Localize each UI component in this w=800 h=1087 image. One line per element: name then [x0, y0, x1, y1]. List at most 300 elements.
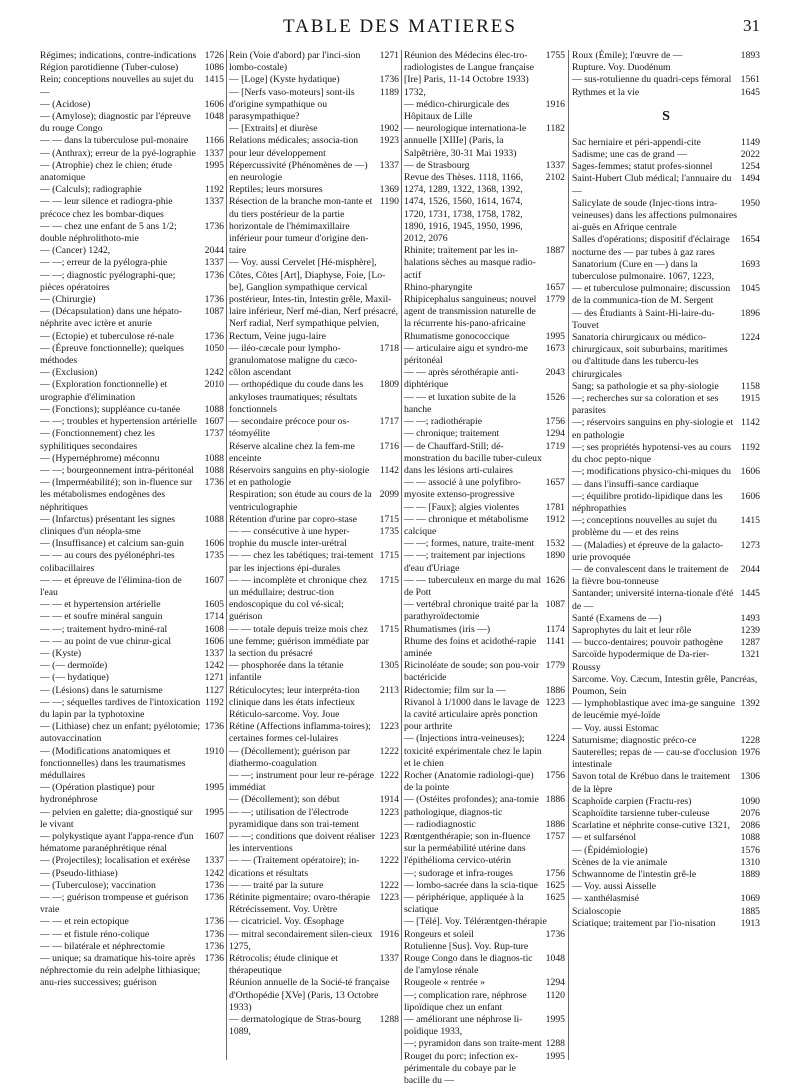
- index-entry: [404, 819, 565, 831]
- entry-page-number: 2076: [740, 807, 760, 819]
- page-title: TABLE DES MATIERES: [283, 16, 517, 37]
- index-entry: [229, 465, 399, 489]
- entry-text: — — dans la tuberculose pul-monaire: [40, 135, 189, 147]
- index-entry: [404, 916, 565, 928]
- entry-page-number: 1885: [740, 905, 760, 917]
- index-entry: [229, 514, 399, 526]
- entry-text: — (Atrophie) chez le chien; étude anatomique: [40, 159, 173, 184]
- entry-text: — lymphoblastique avec ima-ge sanguine de leucémie myé-loïde: [572, 698, 736, 722]
- entry-text: Rouget du porc; infection ex-périmentale du cobaye par le bacille du —: [404, 1050, 519, 1087]
- entry-page-number: 1886: [545, 818, 565, 830]
- entry-text: Sanatoria chirurgicaux ou médico-chirurgicaux, soit suburbains, maritimes ou d'altitude dans les tubercu-les chirurgicales: [572, 332, 728, 380]
- entry-page-number: 1995: [204, 159, 224, 171]
- entry-page-number: 1626: [545, 574, 565, 586]
- index-entry: [572, 417, 760, 441]
- index-entry: [404, 1014, 565, 1038]
- entry-page-number: 1779: [545, 660, 565, 672]
- entry-text: — Voy. aussi Cervelet [Hé-misphère], Côtes, Côtes [Art], Diaphyse, Foie, [Lo-be], Ganglion sympathique cervical postérieur, Intes-tin, Intestin grêle, Maxil-laire inférieur, Nerf mé-dian, Nerf présacré, Nerf radial, Nerf sympathique pelvien, Rectum, Veine jugu-laire: [229, 257, 399, 342]
- index-entry: [229, 489, 399, 513]
- entry-text: — —; utilisation de l'électrode pyramidique dans son trai-tement: [229, 806, 359, 830]
- entry-text: Salles d'opérations; dispositif d'éclairage nocturne des — par tubes à gaz rares: [572, 234, 730, 258]
- entry-page-number: 1913: [740, 917, 760, 929]
- entry-page-number: 2113: [379, 684, 399, 696]
- entry-page-number: 1912: [545, 513, 565, 525]
- index-entry: [40, 196, 224, 220]
- entry-page-number: 1893: [740, 50, 760, 61]
- index-entry: [40, 807, 224, 831]
- index-entry: [572, 332, 760, 381]
- entry-page-number: 1223: [379, 806, 399, 818]
- index-entry: [229, 575, 399, 624]
- index-entry: [229, 184, 399, 196]
- entry-page-number: 1735: [379, 525, 399, 537]
- entry-page-number: 1088: [204, 452, 224, 464]
- entry-text: Sang; sa pathologie et sa phy-siologie: [572, 380, 719, 392]
- entry-text: Rhumatisme gonococcique: [404, 330, 510, 342]
- index-entry: [40, 62, 224, 74]
- entry-page-number: 1718: [379, 342, 399, 354]
- entry-page-number: 2086: [740, 820, 760, 832]
- entry-text: — —; erreur de la pyélogra-phie: [40, 257, 168, 269]
- index-entry: [404, 941, 565, 953]
- entry-page-number: 1242: [204, 660, 224, 672]
- entry-page-number: 1223: [379, 831, 399, 842]
- entry-page-number: 1715: [379, 513, 399, 525]
- entry-text: Réticulocytes; leur interpréta-tion clinique dans les états infectieux: [229, 684, 360, 708]
- entry-text: Rein; conceptions nouvelles au sujet du —: [40, 74, 194, 98]
- entry-page-number: 1715: [379, 550, 399, 562]
- entry-text: Rétine (Affections inflamma-toires); certaines formes cel-lulaires: [229, 721, 371, 745]
- index-entry: [229, 977, 399, 1014]
- index-entry: [404, 538, 565, 550]
- entry-text: — —; traitement hydro-miné-ral: [40, 623, 168, 635]
- entry-page-number: 1781: [545, 501, 565, 513]
- index-entry: [40, 306, 224, 330]
- entry-text: Scialoscopie: [572, 905, 621, 917]
- index-entry: [40, 416, 224, 428]
- index-entry: [404, 294, 565, 331]
- entry-page-number: 1995: [204, 782, 224, 794]
- entry-text: Répercussivité (Phénomènes de —) en neurologie: [229, 159, 368, 184]
- entry-page-number: 1239: [740, 624, 760, 636]
- entry-page-number: 1607: [204, 831, 224, 842]
- index-entry: [40, 50, 224, 62]
- index-entry: [229, 855, 399, 879]
- entry-text: —; ses propriétés hypotensi-ves au cours du choc pepto-nique: [572, 441, 732, 466]
- entry-text: — (Insuffisance) et calcium san-guin: [40, 538, 185, 550]
- entry-text: — (Exploration fonctionnelle) et urographie d'élimination: [40, 379, 168, 403]
- index-entry: [229, 904, 399, 916]
- entry-page-number: 1048: [204, 111, 224, 123]
- index-entry: [572, 74, 760, 86]
- entry-text: — dermatologique de Stras-bourg 1089,: [229, 1014, 361, 1038]
- entry-page-number: 1561: [740, 74, 760, 86]
- entry-text: — (Acidose): [40, 98, 91, 110]
- entry-text: — (— dermoïde): [40, 660, 108, 672]
- entry-page-number: 1166: [204, 135, 224, 147]
- entry-text: — (Kyste): [40, 647, 82, 659]
- entry-text: —; conceptions nouvelles au sujet du problème du — et des reins: [572, 515, 718, 539]
- entry-page-number: 1192: [740, 441, 760, 453]
- entry-text: Revue des Thèses. 1118, 1166, 1274, 1289, 1322, 1368, 1392, 1474, 1526, 1560, 1614, 1674, 1720, 1731, 1738, 1758, 1782, 1890, 1916, 1945, 1950, 1996, 2012, 2076: [404, 172, 524, 245]
- entry-text: — (— hydatique): [40, 672, 109, 684]
- entry-text: — [Nerfs vaso-moteurs] sont-ils d'origine sympathique ou parasympathique?: [229, 86, 355, 123]
- entry-page-number: 1736: [204, 269, 224, 281]
- index-entry: [40, 782, 224, 806]
- entry-page-number: 1995: [545, 1050, 565, 1062]
- entry-page-number: 1321: [740, 649, 760, 661]
- entry-page-number: 1606: [204, 538, 224, 550]
- entry-text: Scarlatine et néphrite conse-cutive 1321,: [572, 820, 730, 832]
- column-divider: [568, 50, 569, 1060]
- index-entry: [572, 491, 760, 515]
- entry-page-number: 1915: [740, 393, 760, 405]
- index-entry: [229, 135, 399, 159]
- entry-text: — (Amylose); diagnostic par l'épreuve du rouge Congo: [40, 111, 191, 135]
- index-entry: [572, 918, 760, 930]
- index-entry: [572, 564, 760, 588]
- entry-page-number: 2099: [379, 489, 399, 501]
- entry-text: Réservoirs sanguins en phy-siologie et en pathologie: [229, 464, 370, 489]
- entry-page-number: 1069: [740, 893, 760, 905]
- entry-page-number: 1087: [545, 599, 565, 611]
- index-entry: [229, 343, 399, 380]
- entry-page-number: 1736: [204, 294, 224, 306]
- entry-page-number: 1755: [545, 50, 565, 61]
- entry-text: Santé (Examens de —): [572, 612, 662, 624]
- index-entry: [572, 881, 760, 893]
- index-entry: [404, 502, 565, 514]
- index-entry: [40, 99, 224, 111]
- entry-text: Rétinite pigmentaire; ovaro-thérapie: [229, 892, 370, 904]
- entry-text: Scènes de la vie animale: [572, 856, 668, 868]
- entry-text: Rhumatismes (iris —): [404, 623, 491, 635]
- entry-page-number: 1088: [204, 403, 224, 415]
- entry-page-number: 1142: [379, 464, 399, 476]
- entry-page-number: 1337: [204, 196, 224, 208]
- entry-page-number: 1271: [204, 672, 224, 684]
- entry-text: — — totale depuis treize mois chez une femme; guérison immédiate par la section du présacré: [229, 623, 369, 659]
- entry-text: — —; radiothérapie: [404, 416, 483, 428]
- index-entry: [572, 698, 760, 722]
- entry-page-number: 1149: [740, 136, 760, 148]
- entry-text: — —; diagnostic pyélographi-que; pièces opératoires: [40, 269, 176, 293]
- entry-text: Rongeurs et soleil: [404, 928, 474, 940]
- index-entry: [229, 880, 399, 892]
- index-entry: [40, 855, 224, 867]
- entry-page-number: 1392: [740, 698, 760, 710]
- entry-page-number: 1050: [204, 342, 224, 354]
- entry-page-number: 1890: [545, 550, 565, 562]
- index-entry: [229, 953, 399, 977]
- entry-page-number: 1950: [740, 197, 760, 209]
- entry-text: — radiodiagnostic: [404, 818, 476, 830]
- entry-page-number: 1310: [740, 856, 760, 868]
- entry-page-number: 1809: [379, 379, 399, 391]
- index-entry: [229, 196, 399, 257]
- index-entry: [404, 929, 565, 941]
- index-entry: [40, 538, 224, 550]
- index-entry: [229, 550, 399, 574]
- entry-page-number: 1736: [545, 928, 565, 940]
- entry-page-number: 1756: [545, 416, 565, 428]
- entry-text: Relations médicales; associa-tion pour leur développement: [229, 135, 359, 159]
- entry-text: — —; formes, nature, traite-ment: [404, 538, 535, 550]
- entry-page-number: 1088: [740, 832, 760, 844]
- entry-text: — secondaire précoce pour os-téomyélite: [229, 416, 350, 440]
- entry-text: — (Hypernéphrome) méconnu: [40, 452, 160, 464]
- entry-text: Rétention d'urine par copro-stase: [229, 513, 357, 525]
- index-column-1: [40, 50, 224, 1070]
- entry-page-number: 1532: [545, 538, 565, 550]
- entry-text: Savon total de Krébuo dans le traitement de la lèpre: [572, 771, 731, 795]
- entry-page-number: 1714: [204, 611, 224, 623]
- entry-page-number: 1294: [545, 428, 565, 440]
- entry-text: — — et rein ectopique: [40, 916, 129, 928]
- index-entry: [40, 221, 224, 245]
- entry-text: — cicatriciel. Voy. Œsophage: [229, 916, 344, 928]
- entry-text: — xanthélasmisé: [572, 893, 639, 905]
- entry-page-number: 1306: [740, 771, 760, 783]
- entry-page-number: 1693: [740, 258, 760, 270]
- entry-page-number: 1719: [545, 440, 565, 452]
- entry-page-number: 1737: [204, 428, 224, 440]
- entry-page-number: 1606: [740, 490, 760, 502]
- entry-text: — — chez une enfant de 5 ans 1/2; double néphrolithoto-mie: [40, 220, 177, 245]
- entry-page-number: 1886: [545, 794, 565, 806]
- entry-page-number: 1337: [204, 147, 224, 159]
- index-entry: [404, 477, 565, 501]
- entry-text: — bucco-dentaires; pouvoir pathogène: [572, 637, 723, 649]
- index-entry: [572, 674, 760, 698]
- index-entry: [404, 794, 565, 818]
- index-entry: [229, 709, 399, 721]
- entry-page-number: 1886: [545, 684, 565, 696]
- entry-page-number: 1224: [545, 733, 565, 745]
- entry-text: — (Anthrax); erreur de la pyé-lographie: [40, 147, 196, 159]
- index-entry: [40, 514, 224, 538]
- entry-text: Sanatorium (Cure en —) dans la tuberculose pulmonaire. 1067, 1223,: [572, 258, 715, 283]
- index-entry: [40, 367, 224, 379]
- entry-text: Sages-femmes; statut profes-sionnel: [572, 161, 713, 173]
- entry-text: — (Projectiles); localisation et exérèse: [40, 855, 191, 867]
- index-column-3: [404, 50, 565, 1087]
- entry-text: —; sudorage et infra-rouges: [404, 867, 513, 879]
- entry-page-number: 1337: [204, 855, 224, 867]
- entry-page-number: 1189: [379, 86, 399, 98]
- entry-text: Sarcome. Voy. Cæcum, Intestin grêle, Pancréas, Poumon, Sein: [572, 673, 758, 697]
- entry-text: —; recherches sur sa coloration et ses parasites: [572, 393, 719, 417]
- entry-text: —; équilibre protido-lipidique dans les néphropathies: [572, 490, 723, 514]
- entry-text: Scaphoïde carpien (Fractu-res): [572, 795, 692, 807]
- entry-page-number: 1673: [545, 342, 565, 354]
- entry-text: — — et soufre minéral sanguin: [40, 611, 163, 623]
- entry-page-number: 1288: [545, 1038, 565, 1050]
- entry-text: — — après sérothérapie anti-diphtérique: [404, 367, 519, 391]
- index-entry: [40, 257, 224, 269]
- index-entry: [404, 599, 565, 623]
- page-header: [40, 16, 760, 44]
- entry-page-number: 1717: [379, 416, 399, 428]
- entry-text: — —; bourgeonnement intra-péritonéal: [40, 464, 194, 476]
- entry-text: — (Lithiase) chez un enfant; pyélotomie; autovaccination: [40, 721, 201, 745]
- index-entry: [404, 123, 565, 160]
- entry-text: — Voy. aussi Estomac: [572, 722, 659, 734]
- entry-text: Rythmes et la vie: [572, 86, 640, 98]
- index-entry: [40, 929, 224, 941]
- entry-page-number: 1158: [740, 380, 760, 392]
- entry-text: Saint-Hubert Club médical; l'annuaire du —: [572, 173, 732, 197]
- entry-page-number: 1657: [545, 281, 565, 293]
- entry-text: — articulaire aigu et syndro-me péritonéal: [404, 342, 528, 367]
- entry-text: Région parotidienne (Tuber-culose): [40, 62, 179, 74]
- entry-page-number: 1657: [545, 477, 565, 489]
- index-entry: [572, 283, 760, 307]
- entry-page-number: 1294: [545, 977, 565, 989]
- entry-page-number: 1605: [204, 599, 224, 611]
- index-entry: [40, 880, 224, 892]
- entry-text: Rétrocolis; étude clinique et thérapeutique: [229, 953, 338, 977]
- entry-text: — — (Traitement opératoire); in-dications et résultats: [229, 855, 360, 879]
- index-entry: [404, 245, 565, 282]
- entry-page-number: 1736: [204, 330, 224, 342]
- index-entry: [40, 379, 224, 403]
- entry-text: — (Opération plastique) pour hydronéphrose: [40, 782, 155, 806]
- entry-text: Scaphoïdite tarsienne tuber-culeuse: [572, 807, 710, 819]
- entry-page-number: 1914: [379, 794, 399, 806]
- index-entry: [572, 137, 760, 149]
- entry-text: — médico-chirurgicale des Hôpitaux de Lille: [404, 98, 510, 123]
- entry-text: Rhipicephalus sanguineus; nouvel agent de transmission naturelle de la récurrente his-pano-africaine: [404, 294, 537, 330]
- entry-page-number: 1088: [204, 513, 224, 525]
- entry-text: Rougeole « rentrée »: [404, 977, 485, 989]
- entry-page-number: 2022: [740, 149, 760, 161]
- index-entry: [40, 74, 224, 98]
- index-entry: [40, 868, 224, 880]
- index-entry: [404, 1038, 565, 1050]
- entry-text: — Voy. aussi Aisselle: [572, 881, 657, 893]
- index-entry: [229, 794, 399, 806]
- index-entry: [229, 1014, 399, 1038]
- entry-page-number: 1271: [379, 50, 399, 61]
- entry-text: — unique; sa dramatique his-toire après néphrectomie du rein adelphe lithiasique; anu-ries successives; guérison: [40, 953, 201, 989]
- entry-text: — lombo-sacrée dans la scia-tique: [404, 879, 538, 891]
- page-number: 31: [743, 16, 760, 35]
- entry-text: — (Modifications anatomiques et fonctionnelles) dans les traumatismes médullaires: [40, 745, 186, 781]
- index-entry: [404, 1051, 565, 1087]
- entry-text: — orthopédique du coude dans les ankyloses traumatiques; résultats fonctionnels: [229, 379, 364, 415]
- entry-page-number: 1190: [379, 196, 399, 208]
- index-entry: [40, 453, 224, 465]
- index-entry: [40, 746, 224, 783]
- index-entry: [404, 367, 565, 391]
- index-entry: [572, 796, 760, 808]
- index-entry: [229, 929, 399, 953]
- entry-text: Réserve alcaline chez la fem-me enceinte: [229, 440, 355, 464]
- entry-page-number: 1606: [204, 635, 224, 647]
- index-entry: [404, 99, 565, 123]
- index-entry: [404, 392, 565, 416]
- entry-text: Ridectomie; film sur la —: [404, 684, 506, 696]
- entry-page-number: 1606: [204, 98, 224, 110]
- entry-page-number: 1995: [545, 330, 565, 342]
- entry-text: — — chez les tabétiques; trai-tement par les injections épi-durales: [229, 550, 374, 574]
- entry-page-number: 1606: [740, 466, 760, 478]
- entry-text: Réunion annuelle de la Socié-té française d'Orthopédie [XVe] (Paris, 13 Octobre 1933): [229, 977, 390, 1013]
- entry-text: — — traité par la suture: [229, 879, 324, 891]
- index-entry: [229, 74, 399, 86]
- index-entry: [404, 831, 565, 868]
- entry-page-number: 1757: [545, 831, 565, 842]
- index-entry: [572, 442, 760, 466]
- entry-text: — des Étudiants à Saint-Hi-laire-du-Touvet: [572, 307, 715, 331]
- index-entry: [572, 161, 760, 173]
- index-entry: [572, 845, 760, 857]
- index-entry: [229, 721, 399, 745]
- index-entry: [229, 770, 399, 794]
- index-entry: [404, 685, 565, 697]
- index-entry: [229, 441, 399, 465]
- index-entry: [572, 62, 760, 74]
- index-entry: [404, 660, 565, 684]
- entry-text: Rœntgenthérapie; son in-fluence sur la perméabilité utérine dans l'épithélioma cervico-utérin: [404, 831, 531, 867]
- entry-text: Reptiles; leurs morsures: [229, 184, 323, 196]
- entry-page-number: 1141: [545, 635, 565, 647]
- entry-page-number: 1726: [204, 50, 224, 61]
- entry-text: — sus-rotulienne du quadri-ceps fémoral: [572, 74, 732, 86]
- index-entry: [229, 379, 399, 416]
- index-entry: [572, 723, 760, 735]
- entry-page-number: 1735: [204, 550, 224, 562]
- entry-text: — (Ectopie) et tuberculose ré-nale: [40, 330, 174, 342]
- entry-text: Sauterelles; repas de — cau-se d'occlusion intestinale: [572, 746, 738, 771]
- entry-text: —; complication rare, néphrose lipoïdique chez un enfant: [404, 989, 527, 1013]
- entry-page-number: 1910: [204, 745, 224, 757]
- index-entry: [572, 308, 760, 332]
- entry-text: Résection de la branche mon-tante et du tiers postérieur de la partie horizontale de l'hémimaxillaire inférieur pour tumeur d'origine den-taire: [229, 196, 373, 257]
- entry-text: — (Décapsulation) dans une hépato-néphrite avec ictère et anurie: [40, 306, 183, 330]
- entry-text: — — leur silence et radiogra-phie précoce chez les bombar-diques: [40, 196, 173, 220]
- entry-page-number: 1222: [379, 879, 399, 891]
- entry-text: Rhinite; traitement par les in-halations sèches au masque radio-actif: [404, 245, 536, 281]
- index-entry: [40, 599, 224, 611]
- index-entry: [404, 953, 565, 977]
- entry-page-number: 1287: [740, 637, 760, 649]
- entry-page-number: 1736: [204, 721, 224, 733]
- index-entry: [40, 331, 224, 343]
- entry-text: — (Décollement); guérison par diathermo-coagulation: [229, 745, 351, 769]
- index-entry: [404, 868, 565, 880]
- entry-page-number: 1736: [204, 477, 224, 489]
- index-entry: [404, 977, 565, 989]
- index-entry: [40, 404, 224, 416]
- entry-text: — — chronique et métabolisme calcique: [404, 513, 529, 537]
- entry-text: Rouge Congo dans le diagnos-tic de l'amylose rénale: [404, 953, 533, 977]
- index-entry: [40, 892, 224, 916]
- entry-text: — (Fonctionnement) chez les syphilitiques secondaires: [40, 428, 155, 452]
- entry-text: — (Fonctions); suppléance cu-tanée: [40, 403, 181, 415]
- entry-text: — (Chirurgie): [40, 294, 96, 306]
- index-entry: [572, 466, 760, 490]
- index-entry: [40, 721, 224, 745]
- index-entry: [572, 893, 760, 905]
- index-entry: [404, 172, 565, 245]
- entry-text: — polykystique ayant l'appa-rence d'un hématome paranéphrétique rénal: [40, 831, 194, 855]
- entry-text: — phosphorée dans la tétanie infantile: [229, 660, 344, 684]
- index-entry: [572, 234, 760, 258]
- entry-text: — (Cancer) 1242,: [40, 245, 111, 257]
- index-entry: [404, 770, 565, 794]
